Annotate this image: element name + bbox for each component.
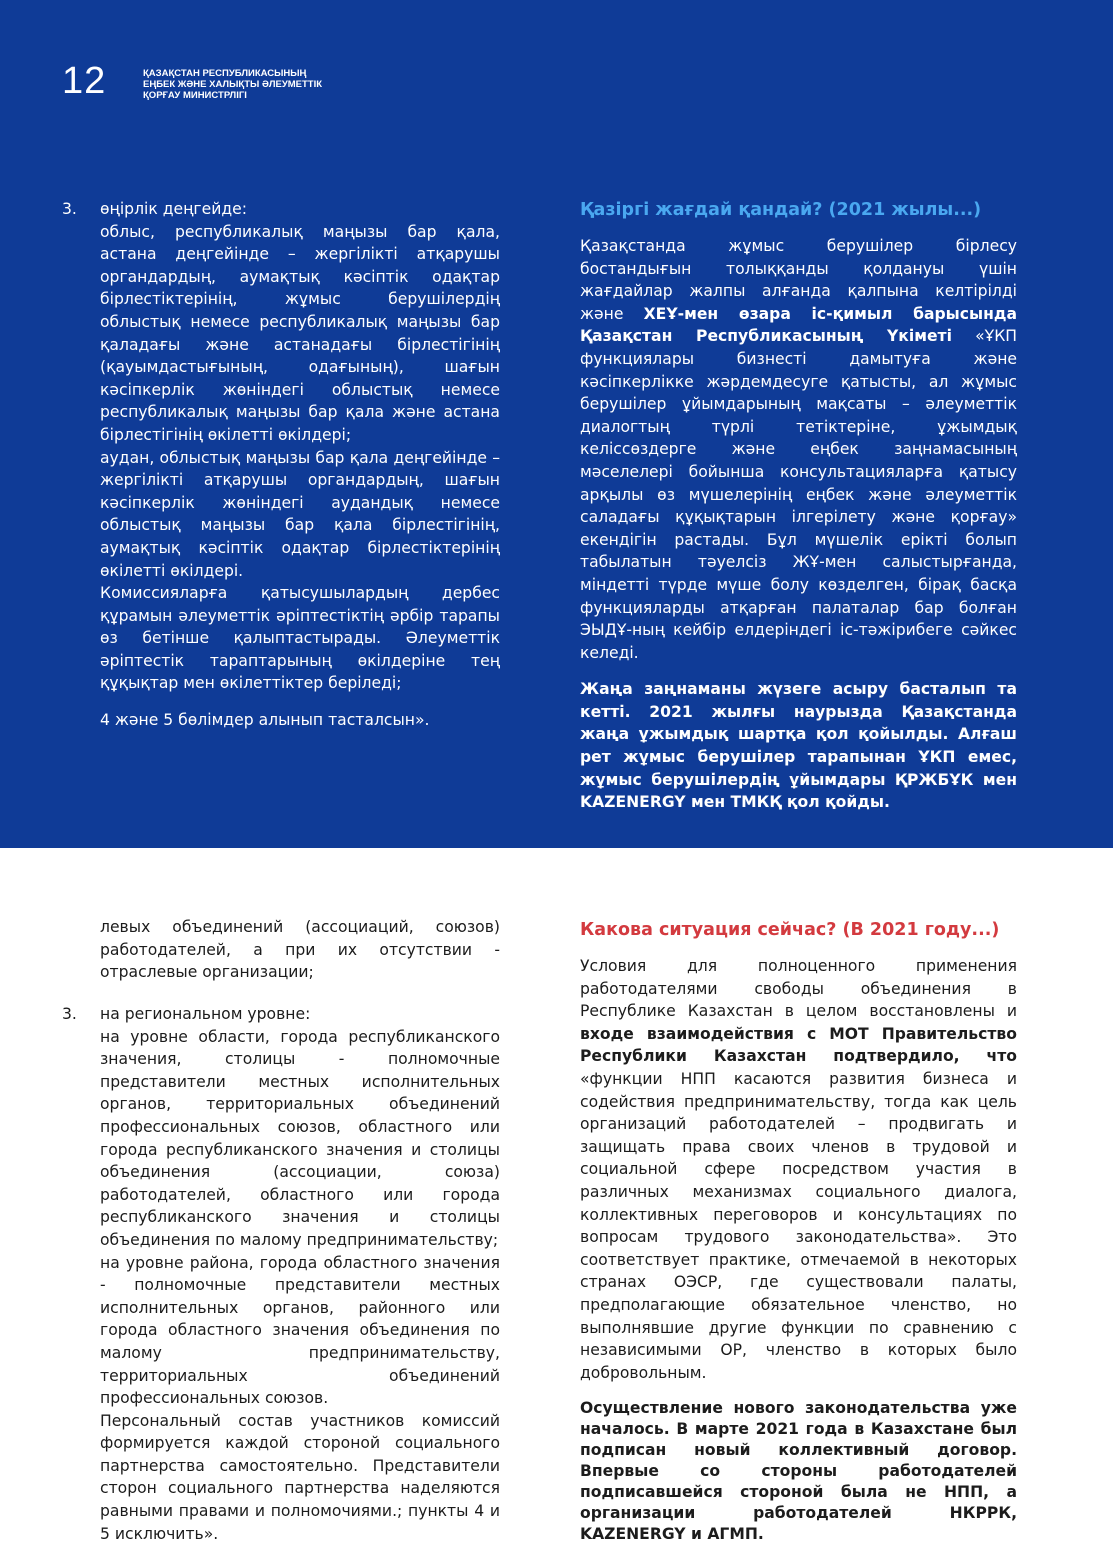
ministry-line-1: ҚАЗАҚСТАН РЕСПУБЛИКАСЫНЫҢ [143, 68, 307, 79]
ru-section-heading: Какова ситуация сейчас? (В 2021 году...) [580, 920, 1000, 940]
ru-status-paragraph [580, 955, 1017, 1384]
kz-status-text-b: «ҰКП функциялары бизнесті дамытуға және кәсіпкерлікке жәрдемдесуге қатысты, ал жұмыс берушілер ұйымдарының мақсаты – әлеуметтік диалогтың түрлі тетіктеріне, ұжымдық келіссөздерге және еңбек заңнамасының мәселелері бойынша консультацияларға қатысу арқылы өз мүшелерінің еңбек және әлеуметтік саладағы құқықтарын ілгерілету және қорғау» екендігін растады. Бұл мүшелік ерікті болып табылатын тәуелсіз ЖҰ-мен салыстырғанда, міндетті түрде мүше болу көзделген, бірақ басқа функцияларды атқарған палаталар бар болған ЭЫДҰ-ның кейбір елдеріндегі іс-тәжірибеге сәйкес келеді. [580, 327, 1017, 662]
ru-continuation: левых объединений (ассоциаций, союзов) работодателей, а при их отсутствии - отраслевые организации; [100, 918, 500, 982]
ru-item-title: на региональном уровне: [100, 1005, 311, 1023]
kz-left-column [100, 198, 500, 732]
kz-paragraph-4: 4 және 5 бөлімдер алынып тасталсын». [100, 711, 430, 730]
ru-paragraph-1: на уровне области, города республиканского значения, столицы - полномочные представители местных исполнительных органов, территориальных объединений профессиональных союзов, областного или города республиканского значения и столицы объединения (ассоциации, союза) работодателей, областного или города республиканского значения и столицы объединения по малому предпринимательству; [100, 1027, 500, 1249]
kz-paragraph-1: облыс, республикалық маңызы бар қала, астана деңгейінде – жергілікті атқарушы органдардың, аумақтық кәсіптік одақтар бірлестіктерінің, жұмыс берушілердің облыстық немесе республикалық маңызы бар қаладағы және астанадағы бірлестігінің (қауымдастығының, одағының), шағын кәсіпкерлік жөніндегі облыстық немесе республикалық маңызы бар қала және астана бірлестігінің өкілетті өкілдері; [100, 222, 500, 444]
kz-status-paragraph [580, 235, 1017, 664]
kz-item-title: өңірлік деңгейде: [100, 200, 247, 218]
ru-implementation-paragraph: Осуществление нового законодательства уже началось. В марте 2021 года в Казахстане был подписан новый коллективный договор. Впервые со стороны работодателей подписавшейся стороной была не НПП, а организации работодателей НКРРК, KAZENERGY и АГМП. [580, 1399, 1017, 1544]
ministry-line-2: ЕҢБЕК ЖӘНЕ ХАЛЫҚТЫ ӘЛЕУМЕТТІК [143, 79, 323, 90]
kz-section-heading: Қазіргі жағдай қандай? (2021 жылы...) [580, 200, 982, 220]
ru-list-number: 3. [62, 1005, 77, 1023]
kz-right-column [580, 198, 1017, 814]
ru-left-column [100, 1003, 500, 1545]
kz-implementation-paragraph: Жаңа заңнаманы жүзеге асыру басталып та кетті. 2021 жылғы наурызда Қазақстанда жаңа ұжымдық шартқа қол қойылды. Алғаш рет жұмыс берушілер тарапынан ҰКП емес, жұмыс берушілердің ұйымдары ҚРЖБҰК мен KAZENERGY мен ТМКҚ қол қойды. [580, 680, 1017, 812]
kz-status-text-bold: ХЕҰ-мен өзара іс-қимыл барысында Қазақстан Республикасының Үкіметі [580, 304, 1017, 346]
ru-status-text-b: «функции НПП касаются развития бизнеса и содействия предпринимательству, тогда как цель организаций работодателей – продвигать и защищать права своих членов в трудовой и социальной сфере посредством участия в различных механизмах социального диалога, коллективных переговоров и консультациях по вопросам трудового законодательства». Это соответствует практике, отмечаемой в некоторых странах ОЭСР, где существовали палаты, предполагающие обязательное членство, но выполнявшие другие функции по сравнению с независимыми ОР, членство в которых было добровольным. [580, 1069, 1017, 1382]
kz-paragraph-2: аудан, облыстық маңызы бар қала деңгейінде – жергілікті атқарушы органдардың, шағын кәсіпкерлік жөніндегі аудандық немесе облыстық маңызы бар қала бірлестігінің, аумақтық кәсіптік одақтар бірлестіктерінің өкілетті өкілдері. [100, 448, 500, 580]
ministry-title [143, 68, 322, 101]
ru-status-text-a: Условия для полноценного применения работодателями свободы объединения в Республике Казахстан в целом восстановлены и [580, 957, 1017, 1021]
ministry-line-3: ҚОРҒАУ МИНИСТРЛІГІ [143, 90, 247, 101]
kz-list-number: 3. [62, 200, 77, 218]
kz-paragraph-3: Комиссияларға қатысушылардың дербес құрамын әлеуметтік әріптестіктің әрбір тарапы өз бетінше қалыптастырады. Әлеуметтік әріптестік тараптарының өкілдеріне тең құқықтар мен өкілеттіктер беріледі; [100, 584, 500, 693]
kz-status-text-a: Қазақстанда жұмыс берушілер бірлесу бостандығын толыққанды қолдануы үшін жағдайлар жалпы алғанда қалпына келтірілді және [580, 237, 1017, 323]
ru-status-text-bold: входе взаимодействия с МОТ Правительство Республики Казахстан подтвердило, что [580, 1024, 1017, 1066]
ru-paragraph-3: Персональный состав участников комиссий формируется каждой стороной социального партнерства самостоятельно. Представители сторон социального партнерства наделяются равными правами и полномочиями.; пункты 4 и 5 исключить». [100, 1411, 500, 1543]
ru-right-column [580, 918, 1017, 1545]
page-number: 12 [62, 60, 107, 102]
ru-paragraph-2: на уровне района, города областного значения - полномочные представители местных исполнительных органов, районного или города областного значения объединения по малому предпринимательству, территориальных объединений профессиональных союзов. [100, 1253, 500, 1408]
